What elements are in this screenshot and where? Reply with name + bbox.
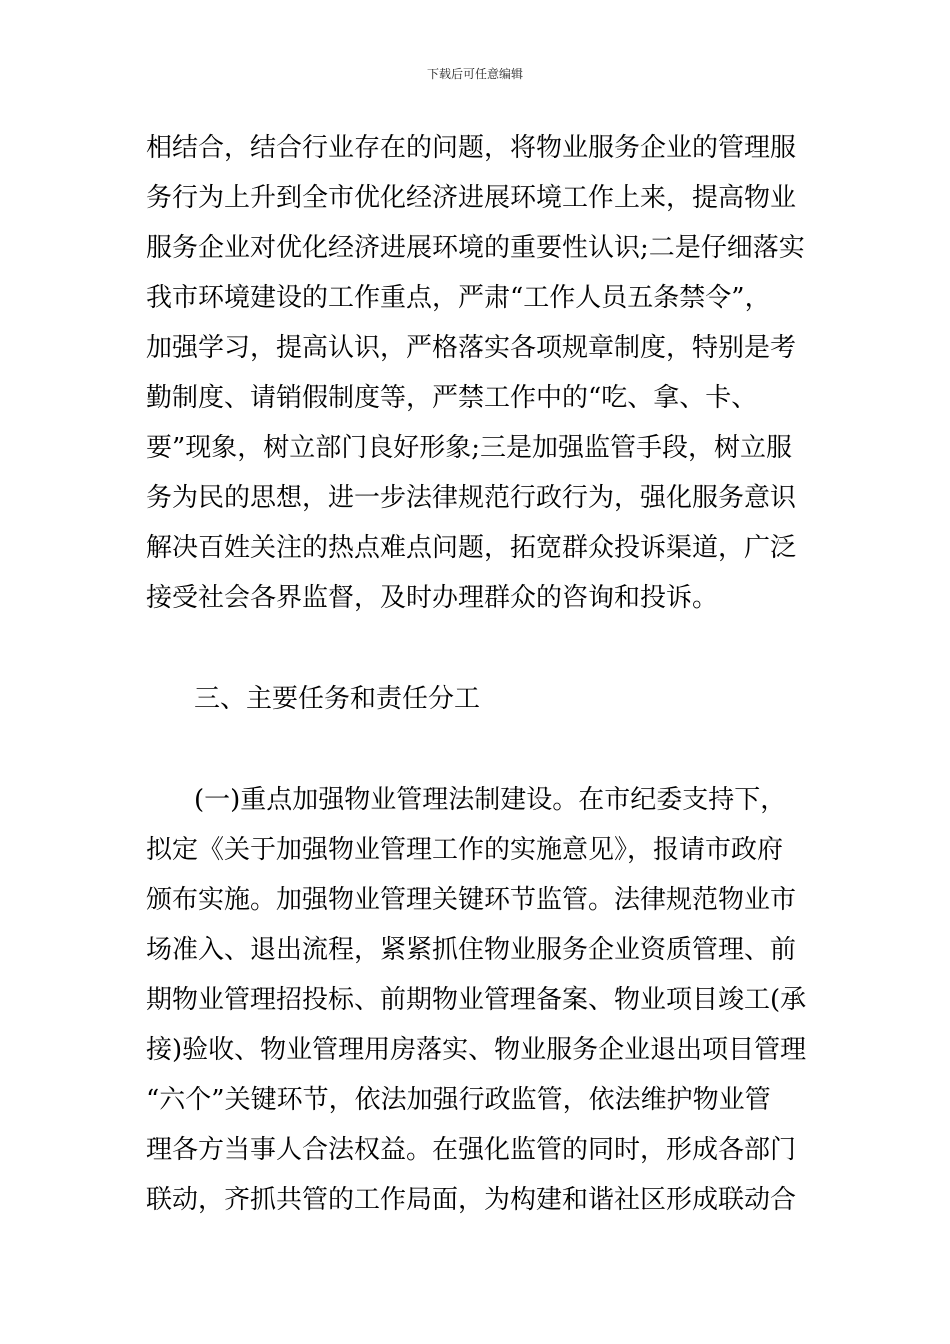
paragraph-line: “六个”关键环节，依法加强行政监管，依法维护物业管 bbox=[146, 1085, 771, 1115]
paragraph-line: 要”现象，树立部门良好形象;三是加强监管手段，树立服 bbox=[146, 433, 793, 463]
paragraph-line: 场准入、退出流程，紧紧抓住物业服务企业资质管理、前 bbox=[146, 935, 797, 965]
paragraph-line: 理各方当事人合法权益。在强化监管的同时，形成各部门 bbox=[146, 1135, 797, 1165]
paragraph-line: 颁布实施。加强物业管理关键环节监管。法律规范物业市 bbox=[146, 885, 797, 915]
paragraph-line: 务行为上升到全市优化经济进展环境工作上来，提高物业 bbox=[146, 183, 797, 213]
paragraph-line: 期物业管理招投标、前期物业管理备案、物业项目竣工(承 bbox=[146, 985, 807, 1015]
paragraph-line: (一)重点加强物业管理法制建设。在市纪委支持下， bbox=[194, 785, 787, 815]
paragraph-line: 服务企业对优化经济进展环境的重要性认识;二是仔细落实 bbox=[146, 233, 805, 263]
paragraph-line: 我市环境建设的工作重点，严肃“工作人员五条禁令”， bbox=[146, 283, 771, 313]
paragraph-line: 接)验收、物业管理用房落实、物业服务企业退出项目管理 bbox=[146, 1035, 807, 1065]
paragraph-line: 勤制度、请销假制度等，严禁工作中的“吃、拿、卡、 bbox=[146, 383, 758, 413]
section-heading: 三、主要任务和责任分工 bbox=[194, 684, 481, 714]
paragraph-line: 拟定《关于加强物业管理工作的实施意见》，报请市政府 bbox=[146, 835, 784, 865]
paragraph-line: 联动，齐抓共管的工作局面，为构建和谐社区形成联动合 bbox=[146, 1185, 797, 1215]
paragraph-line: 务为民的思想，进一步法律规范行政行为，强化服务意识 bbox=[146, 483, 797, 513]
page-header: 下载后可任意编辑 bbox=[426, 67, 523, 81]
paragraph-line: 解决百姓关注的热点难点问题，拓宽群众投诉渠道，广泛 bbox=[146, 533, 797, 563]
paragraph-line: 接受社会各界监督，及时办理群众的咨询和投诉。 bbox=[146, 583, 719, 613]
paragraph-line: 加强学习，提高认识，严格落实各项规章制度，特别是考 bbox=[146, 333, 797, 363]
paragraph-line: 相结合，结合行业存在的问题，将物业服务企业的管理服 bbox=[146, 133, 797, 163]
